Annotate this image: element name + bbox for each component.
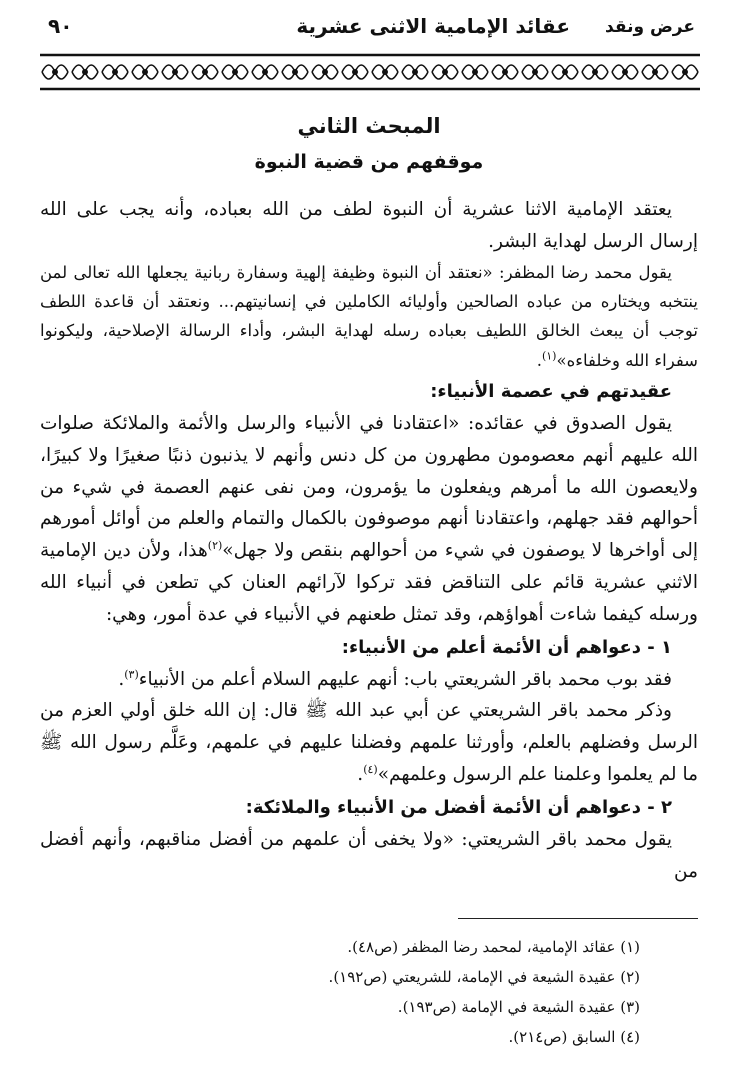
ornament-dot [173, 70, 177, 74]
footnote-ref-3: (٣) [124, 667, 139, 681]
section-subheading: موقفهم من قضية النبوة [254, 151, 484, 173]
book-title: عقائد الإمامية الاثنى عشرية [296, 14, 570, 38]
ornament-dot [263, 70, 267, 74]
ornament-dot [413, 70, 417, 74]
ornament-dot [623, 70, 627, 74]
ornament-dot [563, 70, 567, 74]
footnote-1: (١) عقائد الإمامية، لمحمد رضا المظفر (ص٤٨). [347, 938, 640, 956]
ornament-dot [113, 70, 117, 74]
ornament-dot [233, 70, 237, 74]
ornament-dot [443, 70, 447, 74]
ornament-dot [53, 70, 57, 74]
book-subtitle: عرض ونقد [605, 17, 695, 37]
paragraph-text: هذا، ولأن دين الإمامية الاثني عشرية قائم على التناقض فقد تركوا لآرائهم العنان كي تطعن في أنبياء الله ورسله كيفما شاءت أهواؤهم، وقد تمثل طعنهم في الأنبياء في عدة أمور، وهي: [40, 540, 698, 625]
section-heading: المبحث الثاني [297, 114, 441, 138]
footnote-4: (٤) السابق (ص٢١٤). [508, 1028, 640, 1046]
paragraph-1: يعتقد الإمامية الاثنا عشرية أن النبوة لطف من الله بعباده، وأنه يجب على الله إرسال الرسل لهداية البشر. [40, 199, 698, 252]
paragraph-2: يقول محمد رضا المظفر: «نعتقد أن النبوة وظيفة إلهية وسفارة ربانية يجعلها الله تعالى لمن ينتخبه ويختاره من عباده الصالحين وأوليائه الكاملين في إنسانيتهم... ونعتقد أن قاعدة اللطف توجب أن يبعث الخالق اللطيف بعباده رسله لهداية البشر، وأداء الرسالة الإصلاحية، وليكونوا سفراء الله وخلفاءه»$^{(١)}$. [40, 262, 698, 370]
ornament-dot [683, 70, 687, 74]
ornament-dot [143, 70, 147, 74]
ornament-dot [353, 70, 357, 74]
ornament-dot [323, 70, 327, 74]
footnotes [38, 932, 698, 1052]
ornament-dot [653, 70, 657, 74]
quote-text: وذكر محمد باقر الشريعتي عن أبي عبد الله ﷺ قال: إن الله خلق أولي العزم من الرسل وفضلهم بالعلم، وأورثنا علمهم وفضلنا عليهم في علمهم، وعَلَّم رسول الله ﷺ ما لم يعلموا وعلمنا علم الرسول وعلمهم» [40, 700, 698, 786]
ornament-dot [503, 70, 507, 74]
quote-text: يقول الصدوق في عقائده: «اعتقادنا في الأنبياء والرسل والأئمة والملائكة صلوات الله عليهم أنهم معصومون مطهرون من كل دنس وأنهم لا يذنبون ذنبًا صغيرًا ولا كبيرًا، ولايعصون الله ما أمرهم ويفعلون ما يؤمرون، ومن نفى عنهم العصمة في شيء من أحوالهم فقد جهلهم، واعتقادنا أنهم موصوفون بالكمال والتمام والعلم من أوائل أمورهم إلى أواخرها لا يوصفون في شيء من أحوالهم بنقص ولا جهل» [40, 413, 698, 562]
ornament-dot [383, 70, 387, 74]
ornamental-border-icon [40, 52, 700, 92]
paragraph-5: وذكر محمد باقر الشريعتي عن أبي عبد الله ﷺ قال: إن الله خلق أولي العزم من الرسل وفضلهم بالعلم، وأورثنا علمهم وفضلنا عليهم في علمهم، وعَلَّم رسول الله ﷺ ما لم يعلموا وعلمنا علم الرسول وعلمهم»$^{(٤)}$. [40, 700, 698, 786]
paragraph-text: فقد بوب محمد باقر الشريعتي باب: أنهم عليهم السلام أعلم من الأنبياء [138, 668, 672, 690]
footnote-2: (٢) عقيدة الشيعة في الإمامة، للشريعتي (ص١٩٢). [328, 968, 640, 986]
ornament-dot [83, 70, 87, 74]
paragraph-3 [40, 408, 698, 631]
ornament-dot [593, 70, 597, 74]
subheading-infallibility: عقيدتهم في عصمة الأنبياء: [430, 381, 672, 403]
running-header [40, 14, 700, 48]
footnote-ref-4: (٤) [363, 762, 378, 776]
quote-text: يقول محمد رضا المظفر: «نعتقد أن النبوة وظيفة إلهية وسفارة ربانية يجعلها الله تعالى لمن ينتخبه ويختاره من عباده الصالحين وأوليائه الكاملين في إنسانيتهم... ونعتقد أن قاعدة اللطف توجب أن يبعث الخالق اللطيف بعباده رسله لهداية البشر، وأداء الرسالة الإصلاحية، وليكونوا سفراء الله وخلفاءه» [40, 262, 698, 370]
subheading-claim-2: ٢ - دعواهم أن الأئمة أفضل من الأنبياء والملائكة: [245, 796, 672, 818]
ornament-dot [533, 70, 537, 74]
footnote-ref-1: (١) [541, 349, 557, 363]
ornament-dot [203, 70, 207, 74]
footnote-divider [458, 918, 698, 919]
footnote-ref-2: (٢) [207, 539, 223, 553]
footnote-3: (٣) عقيدة الشيعة في الإمامة (ص١٩٣). [397, 998, 640, 1016]
paragraph-4: فقد بوب محمد باقر الشريعتي باب: أنهم عليهم السلام أعلم من الأنبياء$^{(٣)}$. [118, 667, 672, 690]
ornament-dot [473, 70, 477, 74]
subheading-claim-1: ١ - دعواهم أن الأئمة أعلم من الأنبياء: [341, 636, 672, 658]
ornament-dot [293, 70, 297, 74]
page-number: ٩٠ [48, 14, 73, 38]
main-text [40, 108, 698, 887]
paragraph-6: يقول محمد باقر الشريعتي: «ولا يخفى أن علمهم من أفضل مناقبهم، وأنهم أفضل من [40, 828, 698, 882]
